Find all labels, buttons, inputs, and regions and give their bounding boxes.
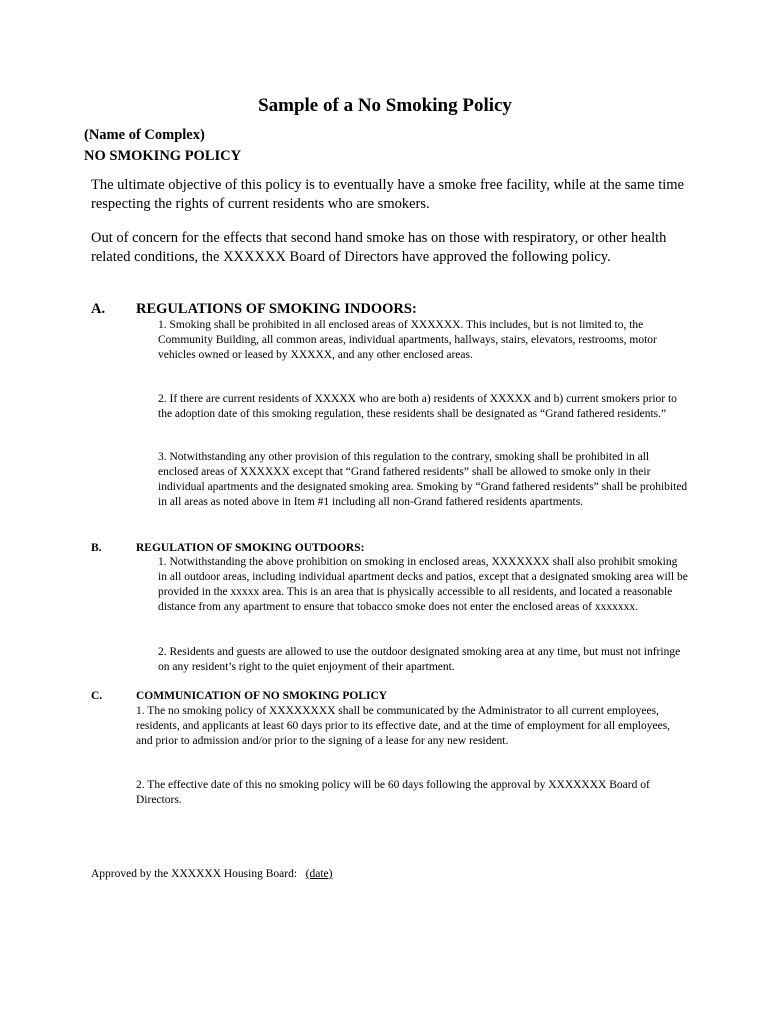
section-c-title: COMMUNICATION OF NO SMOKING POLICY: [136, 690, 388, 702]
section-b-item-1: 1. Notwithstanding the above prohibition on smoking in enclosed areas, XXXXXXX shall also prohibit smoking in all outdoor areas, including individual apartment decks and patios, except that a designated smoking area will be provided in the xxxxx area. This is an area that is physically accessible to all residents, and located a reasonable distance from any apartment to ensure that tobacco smoke does not enter the enclosed areas of xxxxxxx.: [158, 556, 688, 613]
approval-date-field: (date): [305, 868, 333, 880]
section-c-item-1: 1. The no smoking policy of XXXXXXXX shall be communicated by the Administrator to all current employees, residents, and applicants at least 60 days prior to its effective date, and at the time of employment for all employees, and prior to admission and/or prior to the signing of a lease for any new resident.: [136, 705, 671, 747]
intro-paragraph-1: The ultimate objective of this policy is to eventually have a smoke free facility, while at the same time respecting the rights of current residents who are smokers.: [91, 177, 684, 212]
section-a-letter: A.: [91, 301, 106, 317]
section-b-item-2: 2. Residents and guests are allowed to use the outdoor designated smoking area at any time, but must not infringe on any resident’s right to the quiet enjoyment of their apartment.: [158, 646, 681, 673]
section-a-title: REGULATIONS OF SMOKING INDOORS:: [136, 301, 417, 317]
policy-heading: NO SMOKING POLICY: [84, 148, 242, 164]
section-c-letter: C.: [91, 690, 103, 702]
complex-name: (Name of Complex): [84, 127, 205, 143]
approval-line: [91, 867, 332, 882]
section-c-item-2: 2. The effective date of this no smoking policy will be 60 days following the approval by XXXXXXX Board of Directors.: [136, 779, 650, 806]
section-b-title: REGULATION OF SMOKING OUTDOORS:: [136, 542, 365, 554]
intro-paragraph-2: Out of concern for the effects that second hand smoke has on those with respiratory, or other health related conditions, the XXXXXX Board of Directors have approved the following policy.: [91, 230, 667, 265]
section-a-item-1: 1. Smoking shall be prohibited in all enclosed areas of XXXXXX. This includes, but is not limited to, the Community Building, all common areas, individual apartments, hallways, stairs, elevators, restrooms, motor vehicles owned or leased by XXXXX, and any other enclosed areas.: [158, 319, 657, 361]
section-a-item-2: 2. If there are current residents of XXXXX who are both a) residents of XXXXX and b) current smokers prior to the adoption date of this smoking regulation, these residents shall be designated as “Grand fathered residents.”: [158, 393, 677, 420]
approval-label: Approved by the XXXXXX Housing Board:: [91, 868, 298, 880]
section-b-letter: B.: [91, 542, 102, 554]
document-title: Sample of a No Smoking Policy: [258, 95, 512, 116]
section-a-item-3: 3. Notwithstanding any other provision of this regulation to the contrary, smoking shall be prohibited in all enclosed areas of XXXXXX except that “Grand fathered residents” shall be allowed to smoke only in their individual apartments and the designated smoking area. Smoking by “Grand fathered residents” shall be prohibited in all areas as noted above in Item #1 including all non-Grand fathered residents apartments.: [158, 451, 688, 508]
